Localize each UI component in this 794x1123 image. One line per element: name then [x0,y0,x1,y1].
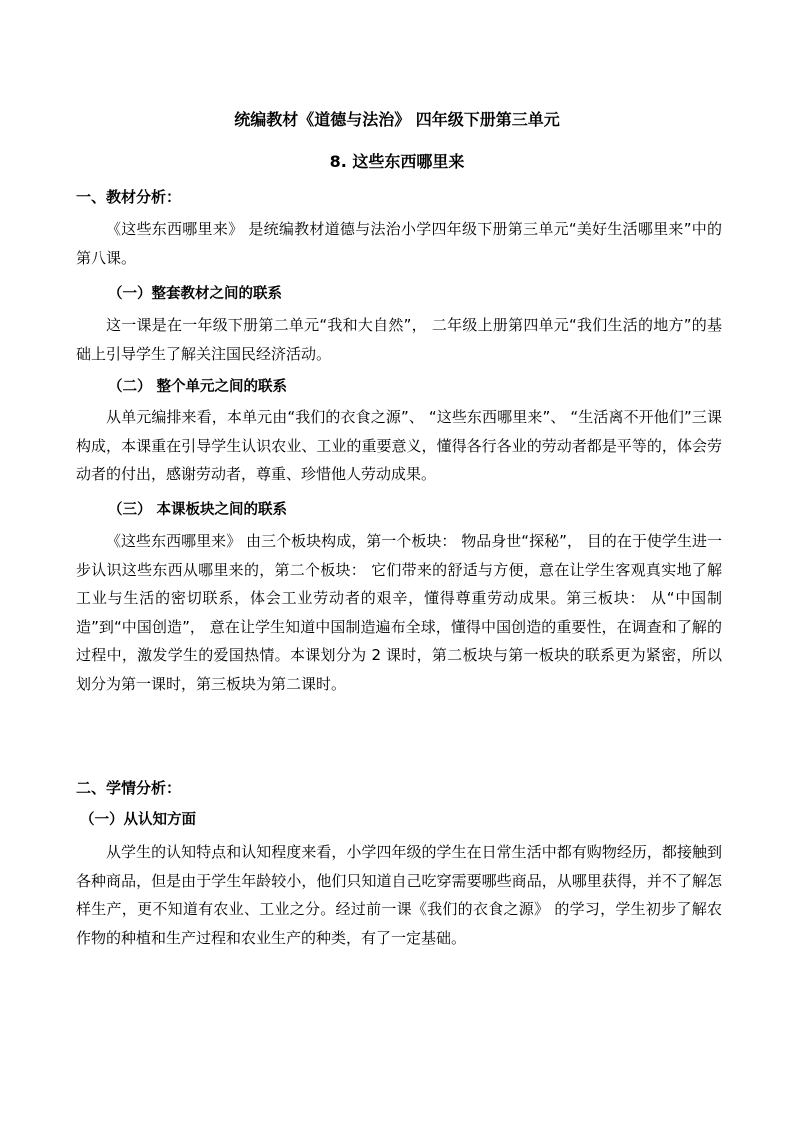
subheading-section-connection: （三） 本课板块之间的联系 [108,502,288,518]
paragraph-intro: 《这些东西哪里来》 是统编教材道德与法治小学四年级下册第三单元“美好生活哪里来”中的第八课。 [76,220,722,267]
subheading-textbook-connection: （一）整套教材之间的联系 [108,286,282,302]
subheading-unit-connection: （二） 整个单元之间的联系 [108,379,288,395]
paragraph-textbook-connection: 这一课是在一年级下册第二单元“我和大自然”， 二年级上册第四单元“我们生活的地方”的基础上引导学生了解关注国民经济活动。 [76,316,722,363]
paragraph-unit-connection: 从单元编排来看，本单元由“我们的衣食之源”、 “这些东西哪里来”、 “生活离不开他们”三课构成，本课重在引导学生认识农业、工业的重要意义，懂得各行各业的劳动者都是平等的，体会劳动者的付出，感谢劳动者，尊重、珍惜他人劳动成果。 [76,408,722,483]
document-title: 统编教材《道德与法治》 四年级下册第三单元 [234,110,560,129]
paragraph-cognition: 从学生的认知特点和认知程度来看，小学四年级的学生在日常生活中都有购物经历，都接触到各种商品，但是由于学生年龄较小，他们只知道自己吃穿需要哪些商品，从哪里获得，并不了解怎样生产，更不知道有农业、工业之分。经过前一课《我们的衣食之源》 的学习，学生初步了解农作物的种植和生产过程和农业生产的种类，有了一定基础。 [76,843,722,947]
paragraph-section-connection: 《这些东西哪里来》 由三个板块构成，第一个板块： 物品身世“探秘”， 目的在于使学生进一步认识这些东西从哪里来的，第二个板块： 它们带来的舒适与方便，意在让学生客观真实地了解工业与生活的密切联系，体会工业劳动者的艰辛，懂得尊重劳动成果。第三板块： 从“中国制造”到“中国创造”， 意在让学生知道中国制造遍布全球，懂得中国创造的重要性，在调查和了解的过程中，激发学生的爱国热情。本课划分为 2 课时，第二板块与第一板块的联系更为紧密，所以划分为第一课时，第三板块为第二课时。 [76,532,722,693]
lesson-title: 8. 这些东西哪里来 [329,152,465,171]
section-heading-textbook-analysis: 一、教材分析： [76,188,182,206]
section-heading-student-analysis: 二、学情分析： [76,779,182,797]
subheading-cognition: （一）从认知方面 [80,812,196,828]
